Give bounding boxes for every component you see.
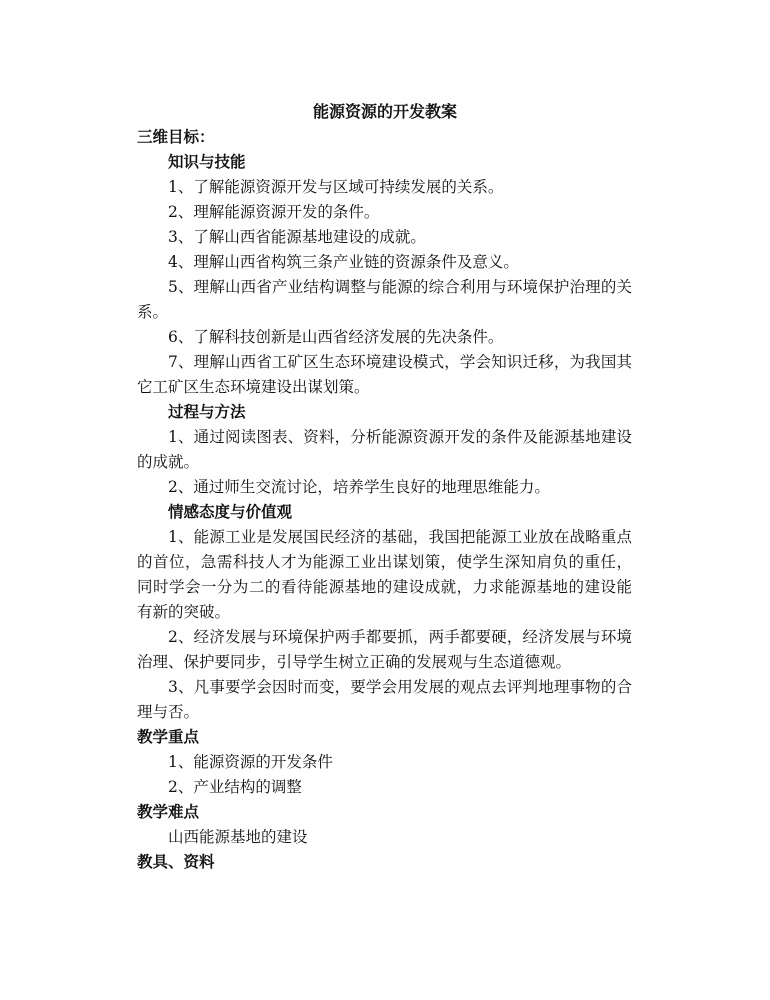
knowledge-item: 1、了解能源资源开发与区域可持续发展的关系。 xyxy=(168,178,504,196)
document-title: 能源资源的开发教案 xyxy=(312,102,457,121)
knowledge-item: 4、理解山西省构筑三条产业链的资源条件及意义。 xyxy=(168,253,519,271)
key-points-heading: 教学重点 xyxy=(137,728,200,746)
goals-heading: 三维目标： xyxy=(137,128,215,146)
difficulty-item: 山西能源基地的建设 xyxy=(168,828,308,846)
process-item: 1、通过阅读图表、资料，分析能源资源开发的条件及能源基地建设的成就。 xyxy=(137,428,632,471)
knowledge-item: 5、理解山西省产业结构调整与能源的综合利用与环境保护治理的关系。 xyxy=(137,278,632,321)
key-point-item: 1、能源资源的开发条件 xyxy=(168,753,333,771)
key-point-item: 2、产业结构的调整 xyxy=(168,778,302,796)
attitude-heading: 情感态度与价值观 xyxy=(168,503,293,521)
attitude-item: 1、能源工业是发展国民经济的基础，我国把能源工业放在战略重点的首位，急需科技人才为能源工业出谋划策，使学生深知肩负的重任，同时学会一分为二的看待能源基地的建设成就，力求能源基地的建设能有新的突破。 xyxy=(137,528,632,621)
knowledge-item: 3、了解山西省能源基地建设的成就。 xyxy=(168,228,426,246)
knowledge-item: 7、理解山西省工矿区生态环境建设模式，学会知识迁移，为我国其它工矿区生态环境建设出谋划策。 xyxy=(137,353,632,396)
difficulties-heading: 教学难点 xyxy=(137,803,200,821)
process-heading: 过程与方法 xyxy=(168,403,246,421)
document-body xyxy=(137,125,632,875)
materials-heading: 教具、资料 xyxy=(137,853,215,871)
knowledge-item: 6、了解科技创新是山西省经济发展的先决条件。 xyxy=(168,328,504,346)
attitude-item: 2、经济发展与环境保护两手都要抓，两手都要硬，经济发展与环境治理、保护要同步，引导学生树立正确的发展观与生态道德观。 xyxy=(137,628,632,671)
knowledge-heading: 知识与技能 xyxy=(168,153,246,171)
attitude-item: 3、凡事要学会因时而变，要学会用发展的观点去评判地理事物的合理与否。 xyxy=(137,678,632,721)
process-item: 2、通过师生交流讨论，培养学生良好的地理思维能力。 xyxy=(168,478,550,496)
knowledge-item: 2、理解能源资源开发的条件。 xyxy=(168,203,380,221)
